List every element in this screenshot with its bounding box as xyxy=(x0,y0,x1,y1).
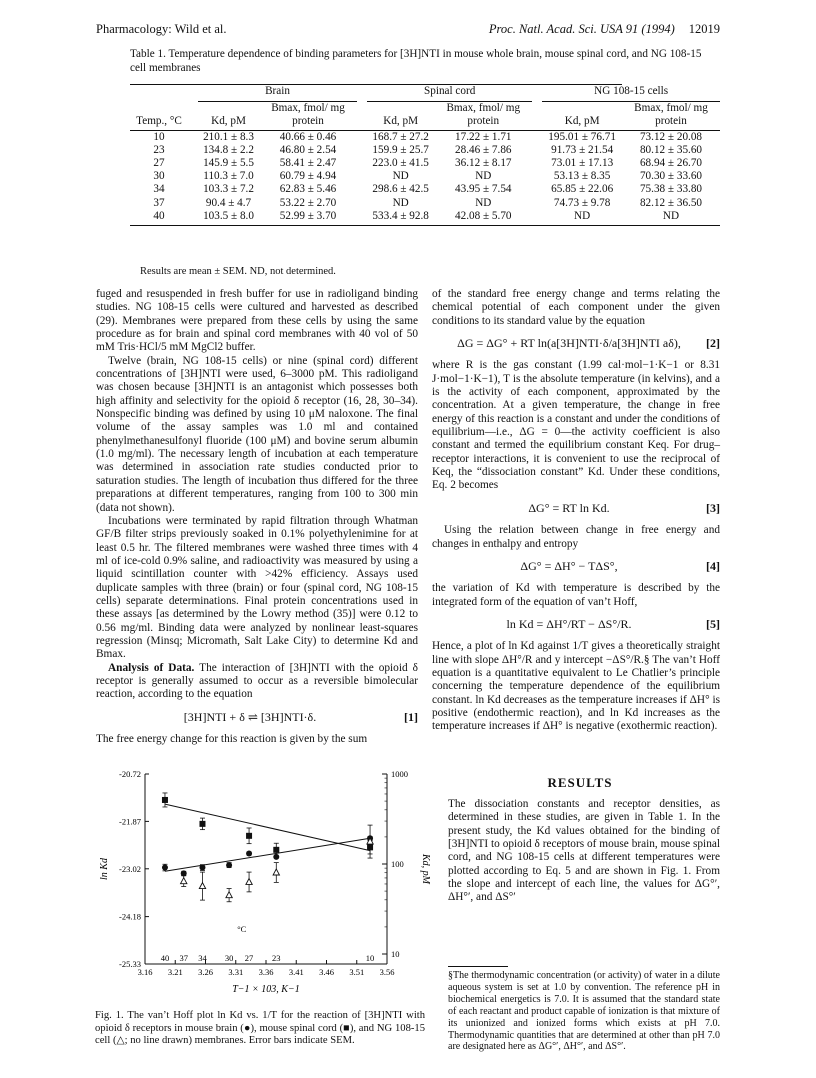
paragraph: The free energy change for this reaction is given by the sum xyxy=(96,733,368,745)
table-row xyxy=(130,170,720,183)
ng108-point xyxy=(246,878,252,884)
y-tick-label: -21.87 xyxy=(119,816,141,827)
table-row xyxy=(130,130,720,144)
ng108-point xyxy=(273,869,279,875)
y2-tick-label: 10 xyxy=(391,949,400,959)
table-cell: ND xyxy=(622,210,720,226)
table-1 xyxy=(130,84,720,226)
table-cell: 53.13 ± 8.35 xyxy=(553,170,611,183)
group-brain: Brain xyxy=(198,85,357,102)
equation-2: ΔG = ΔG° + RT ln(a[3H]NTI·δ/a[3H]NTI aδ), [2] xyxy=(457,336,720,351)
ng108-point xyxy=(181,878,187,884)
table-cell: 65.85 ± 22.06 xyxy=(551,183,614,196)
col-kd: Kd, pM xyxy=(367,102,434,130)
table-cell: 30 xyxy=(153,170,165,183)
brain-point xyxy=(199,865,205,871)
ng108-point xyxy=(199,883,205,889)
table-cell: 68.94 ± 26.70 xyxy=(639,157,703,170)
table-cell: 223.0 ± 41.5 xyxy=(372,157,429,170)
table-cell: 134.8 ± 2.2 xyxy=(203,143,254,156)
col-temp: Temp., °C xyxy=(130,102,188,130)
table-cell: ND xyxy=(542,210,622,226)
spinal-cord-point xyxy=(246,833,252,839)
paragraph: fuged and resuspended in fresh buffer for use in radioligand binding studies. NG 108-15 cells were cultured and harvested as described (29). Membranes were prepared from these cells by using the same procedure as for brain and spinal cord membranes with 40 vol of 50 mM Tris·HCl/5 mM MgCl2 buffer. xyxy=(96,288,418,354)
y2-tick-label: 1000 xyxy=(391,769,408,779)
table-cell: 62.83 ± 5.46 xyxy=(279,183,337,196)
table-cell: 91.73 ± 21.54 xyxy=(551,143,614,156)
table-cell: 90.4 ± 4.7 xyxy=(205,196,252,209)
table-cell: 145.9 ± 5.5 xyxy=(203,157,254,170)
left-column xyxy=(96,288,418,746)
table-cell: 37 xyxy=(153,196,165,209)
table-cell: 73.12 ± 20.08 xyxy=(639,130,703,143)
spinal-cord-fit-line xyxy=(165,804,370,851)
equation-5: ln Kd = ΔH°/RT − ΔS°/R. [5] xyxy=(506,616,720,631)
table-cell: 298.6 ± 42.5 xyxy=(372,183,429,196)
table-cell: 17.22 ± 1.71 xyxy=(455,130,512,143)
paragraph: The dissociation constants and receptor densities, as determined in these studies, are given in Table 1. In the present study, the Kd values obtained for the binding of [3H]NTI to opioid δ receptors of mouse brain, mouse spinal cord, and NG 108-15 cells at different temperatures were plotted according to Eq. 5 and are shown in Fig. 1. From the slope and intercept of each line, the values for ΔG°′, ΔH°′, and ΔS°′ xyxy=(448,798,720,904)
table-cell: ND xyxy=(475,196,492,209)
paragraph: the variation of Kd with temperature is described by the integrated form of the equation of van’t Hoff, xyxy=(432,582,720,608)
x-tick-label: 3.16 xyxy=(137,967,153,977)
x-tick-label: 3.51 xyxy=(349,967,365,977)
equation-1: [3H]NTI + δ ⇌ [3H]NTI·δ. [1] xyxy=(183,709,418,724)
table-cell: 40.66 ± 0.46 xyxy=(279,130,337,143)
y2-axis-label: Kd, pM xyxy=(420,854,431,884)
table-cell: 60.79 ± 4.94 xyxy=(279,170,337,183)
x-tick-label: 3.21 xyxy=(167,967,183,977)
temp-tick-label: 37 xyxy=(179,953,188,963)
table-cell: 74.73 ± 9.78 xyxy=(553,196,611,209)
group-ng108: NG 108-15 cells xyxy=(542,85,720,102)
col-bmax: Bmax, fmol/ mg protein xyxy=(622,102,720,130)
temp-axis-label: °C xyxy=(237,923,247,934)
table-cell: 533.4 ± 92.8 xyxy=(367,210,434,226)
table-caption: Table 1. Temperature dependence of binding parameters for [3H]NTI in mouse whole brain, mouse spinal cord, and NG 108-15 cell membranes xyxy=(130,48,702,74)
table-row xyxy=(130,197,720,210)
y-tick-label: -24.18 xyxy=(119,911,141,922)
spinal-cord-point xyxy=(199,821,205,827)
col-bmax: Bmax, fmol/ mg protein xyxy=(434,102,532,130)
table-cell: 70.30 ± 33.60 xyxy=(639,170,703,183)
col-bmax: Bmax, fmol/ mg protein xyxy=(259,102,357,130)
journal-section: Pharmacology: Wild et al. xyxy=(96,22,227,36)
temp-tick-label: 34 xyxy=(198,953,207,963)
x-tick-label: 3.46 xyxy=(319,967,334,977)
table-cell: 195.01 ± 76.71 xyxy=(548,130,616,143)
equation-4: ΔG° = ΔH° − TΔS°, [4] xyxy=(520,558,720,573)
table-cell: 58.41 ± 2.47 xyxy=(279,157,337,170)
table-cell: 110.3 ± 7.0 xyxy=(203,170,254,183)
table-cell: 52.99 ± 3.70 xyxy=(259,210,357,226)
spinal-cord-point xyxy=(273,847,279,853)
table-cell: ND xyxy=(475,170,492,183)
y-axis-label: ln Kd xyxy=(99,858,110,880)
table-cell: 103.5 ± 8.0 xyxy=(198,210,259,226)
footnote: §The thermodynamic concentration (or activity) of water in a dilute aqueous system is set at 1.0 by convention. The reference pH in biochemical energetics is 7.0. It is assumed that the standard state of each reactant and product capable of ionization is that mixture of its unionized and ionized forms which exists at pH 7.0. Thermodynamic quantities that are determined at other than pH 7.0 are designated here as ΔG°′, ΔH°′, and ΔS°′. xyxy=(448,970,720,1053)
table-cell: 210.1 ± 8.3 xyxy=(203,130,254,143)
footnote-rule xyxy=(448,966,508,967)
paragraph: Using the relation between change in free energy and changes in enthalpy and entropy xyxy=(432,524,720,550)
y-tick-label: -23.02 xyxy=(119,863,141,874)
table-row xyxy=(130,144,720,157)
results-text xyxy=(448,798,720,905)
temp-tick-label: 30 xyxy=(224,953,234,963)
table-cell: 23 xyxy=(153,143,165,156)
temp-tick-label: 27 xyxy=(244,953,254,963)
x-tick-label: 3.31 xyxy=(228,967,244,977)
figure-1-chart xyxy=(95,764,435,1004)
temp-tick-label: 40 xyxy=(160,953,170,963)
table-cell: 10 xyxy=(153,130,165,143)
table-cell: 34 xyxy=(153,183,165,196)
paragraph: Incubations were terminated by rapid filtration through Whatman GF/B filter strips previously soaked in 0.1% polyethylenimine for at least 0.5 hr. The filtered membranes were washed three times with 4 ml of ice-cold 0.9% saline, and radioactivity was measured by using a liquid scintillation counter with >42% efficiency. Assays used duplicate samples with three (brain) or four (spinal cord, NG 108-15 cells) separate determinations. Final protein concentrations used in these assays [as determined by the Lowry method (35)] were 0.12 to 0.56 mg/ml. Binding data were analyzed by nonlinear least-squares regression (Minsq; Micromath, Salt Lake City) to determine Kd and Bmax. xyxy=(96,514,418,661)
paragraph: Hence, a plot of ln Kd against 1/T gives a theoretically straight line with slope ΔH°/R and y intercept −ΔS°/R.§ The van’t Hoff equation is a quantitative equivalent to Le Chatlier’s principle concerning the temperature dependence of the equilibrium constant. ln Kd decreases as the temperature increases if ΔH° is positive (endothermic reaction), and ln Kd increases as the temperature increases if ΔH° is negative (exothermic reaction). xyxy=(432,640,720,733)
table-cell: 75.38 ± 33.80 xyxy=(639,183,703,196)
table-cell: 53.22 ± 2.70 xyxy=(279,196,337,209)
x-axis-label: T−1 × 103, K−1 xyxy=(232,984,300,995)
table-cell: 73.01 ± 17.13 xyxy=(551,157,614,170)
table-cell: 46.80 ± 2.54 xyxy=(279,143,337,156)
paragraph: where R is the gas constant (1.99 cal·mol−1·K−1 or 8.31 J·mol−1·K−1), T is the absolute temperature (in kelvins), and a is the activity of each component, approximated by the concentration. At a given temperature, the change in free energy of this reaction is a constant and under the conditions of equilibrium—i.e., ΔG = 0—the activity coefficient is also constant and termed the equilibrium constant Keq. For drug–receptor interactions, it is convenient to use the reciprocal of Keq, the “dissociation constant” Kd. Under these conditions, Eq. 2 becomes xyxy=(432,359,720,492)
x-tick-label: 3.26 xyxy=(198,967,213,977)
y-tick-label: -25.33 xyxy=(119,959,141,969)
brain-point xyxy=(162,865,168,871)
table-cell: 40 xyxy=(130,210,188,226)
x-tick-label: 3.56 xyxy=(379,967,395,977)
table-cell: 103.3 ± 7.2 xyxy=(203,183,254,196)
paragraph: Twelve (brain, NG 108-15 cells) or nine (spinal cord) different concentrations of [3H]NTI were used, 6–3000 pM. This radioligand was chosen because [3H]NTI is an antagonist which possesses both high affinity and selectivity for the opioid δ receptor (16, 28, 30–34). Nonspecific binding was defined by using 10 μM naloxone. The final volume of the assay samples was 1.0 ml and contained phenylmethanesulfonyl fluoride (100 μM) and bovine serum albumin (1.0 mg/ml). The necessary length of incubation at each temperature was determined in association rate studies conducted prior to saturation studies. The length of incubation thus differed for the three preparations at different temperatures, ranging from 100 to 300 min (data not shown). xyxy=(96,354,418,514)
table-cell: 27 xyxy=(153,157,165,170)
temp-tick-label: 10 xyxy=(365,953,375,963)
results-heading: RESULTS xyxy=(547,775,613,790)
x-tick-label: 3.36 xyxy=(258,967,274,977)
table-cell: 168.7 ± 27.2 xyxy=(372,130,429,143)
y2-tick-label: 100 xyxy=(391,859,404,869)
brain-point xyxy=(246,851,252,857)
journal-citation: Proc. Natl. Acad. Sci. USA 91 (1994) 12019 xyxy=(488,22,720,36)
table-cell: 80.12 ± 35.60 xyxy=(639,143,703,156)
table-cell: 43.95 ± 7.54 xyxy=(455,183,512,196)
table-cell: 36.12 ± 8.17 xyxy=(455,157,512,170)
group-spinal-cord: Spinal cord xyxy=(367,85,532,102)
figure-caption: Fig. 1. The van’t Hoff plot ln Kd vs. 1/T for the reaction of [3H]NTI with opioid δ receptors in mouse brain (●), mouse spinal cord (■), and NG 108-15 cell (△; no line drawn) membranes. Error bars indicate SEM. xyxy=(95,1010,425,1047)
col-kd: Kd, pM xyxy=(198,102,259,130)
table-cell: 159.9 ± 25.7 xyxy=(372,143,429,156)
table-footnote: Results are mean ± SEM. ND, not determined. xyxy=(140,266,336,277)
ng108-point xyxy=(226,892,232,898)
table-row xyxy=(130,183,720,196)
table-cell: 82.12 ± 36.50 xyxy=(639,196,703,209)
y-tick-label: -20.72 xyxy=(119,769,141,779)
table-cell: 28.46 ± 7.86 xyxy=(455,143,512,156)
equation-3: ΔG° = RT ln Kd. [3] xyxy=(528,500,720,515)
temp-tick-label: 23 xyxy=(272,953,281,963)
table-cell: ND xyxy=(392,170,409,183)
table-row xyxy=(130,210,720,226)
spinal-cord-point xyxy=(162,797,168,803)
x-tick-label: 3.41 xyxy=(288,967,304,977)
section-heading: Analysis of Data. xyxy=(108,661,195,674)
col-kd: Kd, pM xyxy=(542,102,622,130)
table-cell: 42.08 ± 5.70 xyxy=(434,210,532,226)
brain-point xyxy=(226,862,232,868)
table-cell: ND xyxy=(392,196,409,209)
paragraph: of the standard free energy change and terms relating the chemical potential of each component under the given conditions to its standard value by the equation xyxy=(432,288,720,327)
paragraph: Analysis of Data. The interaction of [3H]NTI with the opioid δ receptor is generally assumed to occur as a reversible bimolecular reaction, according to the equation xyxy=(96,661,418,701)
table-row xyxy=(130,157,720,170)
right-column xyxy=(432,288,720,734)
